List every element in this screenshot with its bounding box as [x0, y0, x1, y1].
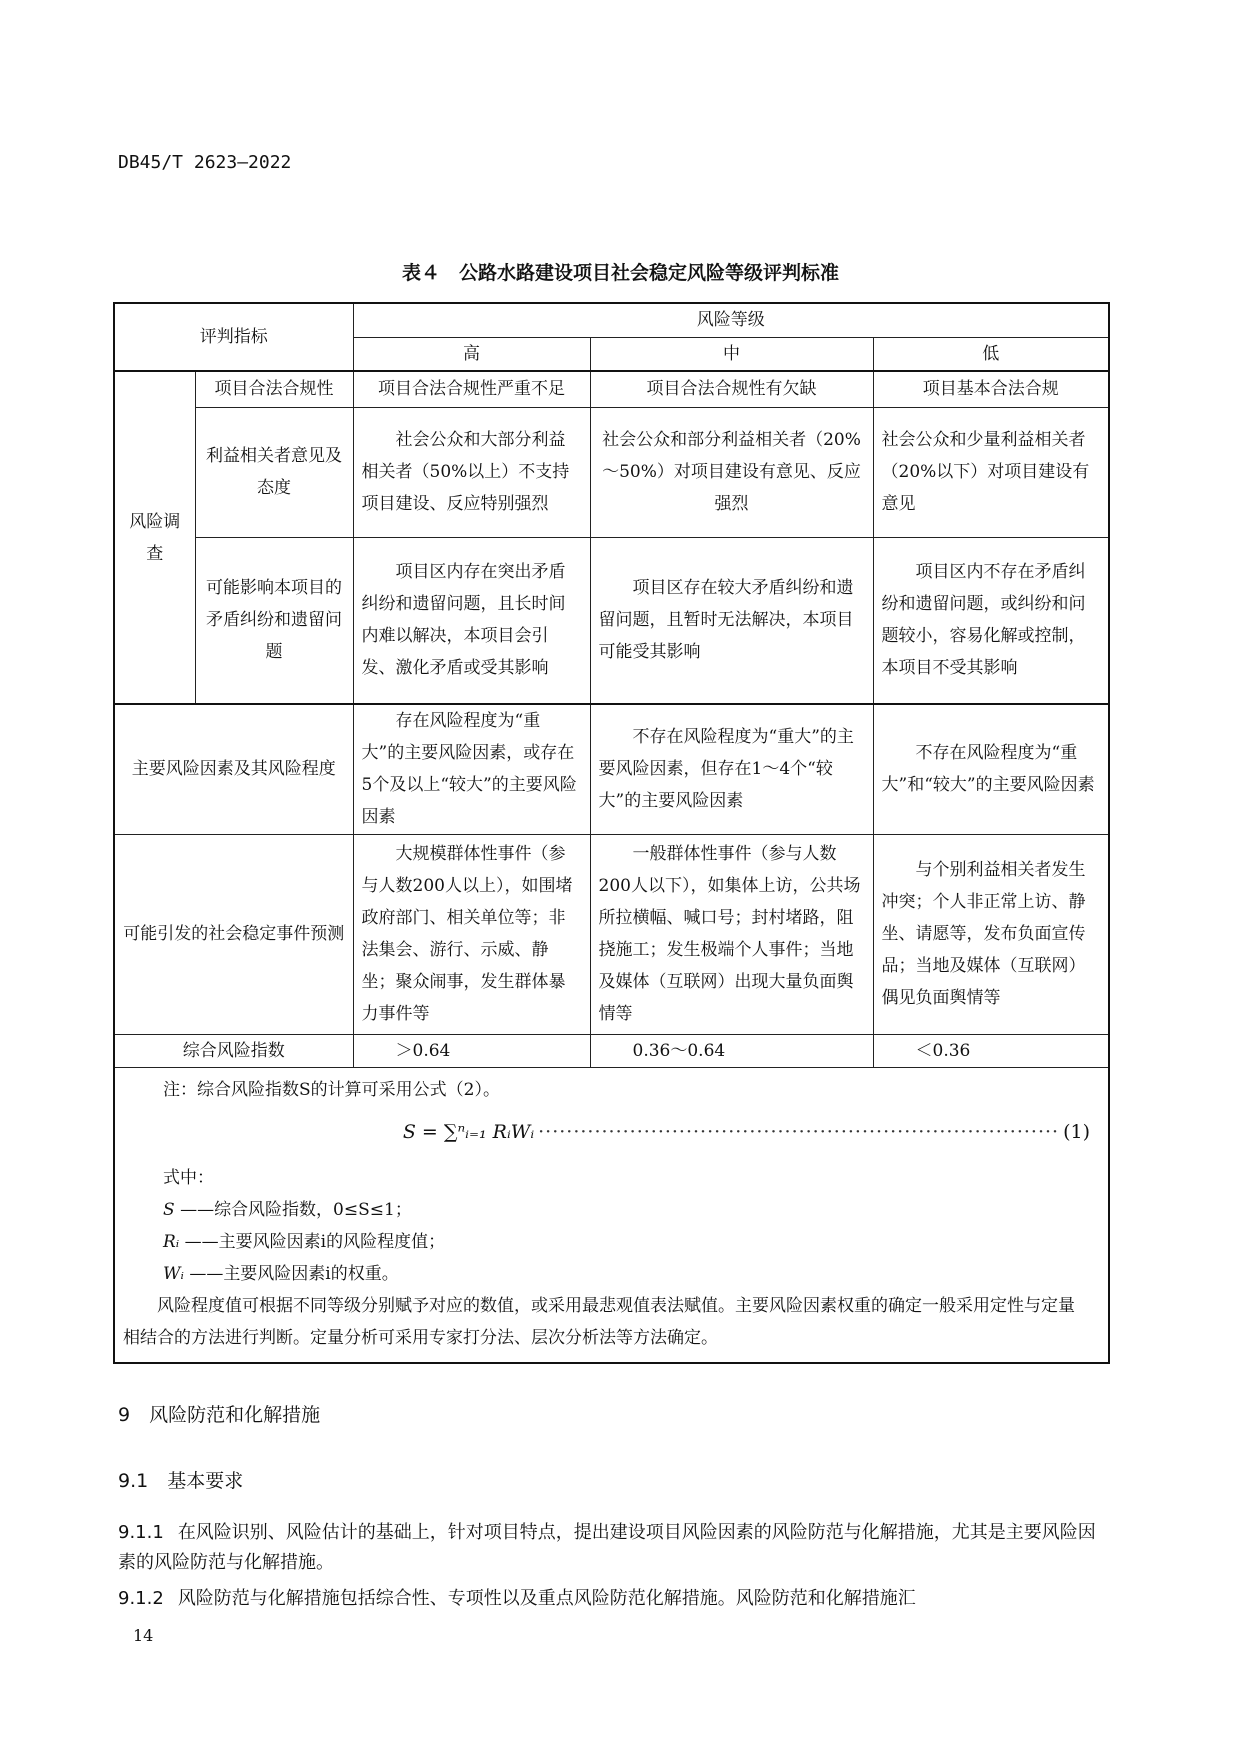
cell-high: ＞0.64: [353, 1034, 590, 1067]
formula: [133, 1116, 1090, 1148]
risk-level-table: [113, 302, 1110, 1364]
cell-low: 社会公众和少量利益相关者（20%以下）对项目建设有意见: [873, 407, 1109, 537]
definition: Rᵢ ——主要风险因素i的风险程度值；: [163, 1231, 446, 1252]
cell-low: 不存在风险程度为“重大”和“较大”的主要风险因素: [873, 704, 1109, 834]
cell-mid: 0.36～0.64: [590, 1034, 873, 1067]
cell-mid: 项目合法合规性有欠缺: [590, 371, 873, 407]
cell-high: 社会公众和大部分利益相关者（50%以上）不支持项目建设、反应特别强烈: [353, 407, 590, 537]
header-level-low: 低: [873, 337, 1109, 371]
cell-mid: 社会公众和部分利益相关者（20%～50%）对项目建设有意见、反应强烈: [590, 407, 873, 537]
row-label: 项目合法合规性: [195, 371, 353, 407]
definition: S ——综合风险指数，0≤S≤1；: [163, 1199, 412, 1220]
row-label: 主要风险因素及其风险程度: [114, 704, 353, 834]
table-row: [114, 1034, 1109, 1067]
section-heading-9-1: 9.1 基本要求: [118, 1470, 244, 1492]
paragraph-9-1-2: 9.1.2 风险防范与化解措施包括综合性、专项性以及重点风险防范化解措施。风险防范和化解措施汇: [118, 1588, 916, 1609]
cell-high: 项目区内存在突出矛盾纠纷和遗留问题，且长时间内难以解决，本项目会引发、激化矛盾或受其影响: [353, 537, 590, 704]
header-level-high: 高: [353, 337, 590, 371]
cell-high: 大规模群体性事件（参与人数200人以上），如围堵政府部门、相关单位等；非法集会、游行、示威、静坐；聚众闹事，发生群体暴力事件等: [353, 834, 590, 1034]
cell-mid: 不存在风险程度为“重大”的主要风险因素，但存在1～4个“较大”的主要风险因素: [590, 704, 873, 834]
note-explanation: 风险程度值可根据不同等级分别赋予对应的数值，或采用最悲观值表法赋值。主要风险因素权重的确定一般采用定性与定量相结合的方法进行判断。定量分析可采用专家打分法、层次分析法等方法确定。: [123, 1295, 1075, 1348]
header-level-mid: 中: [590, 337, 873, 371]
row-label: 可能影响本项目的矛盾纠纷和遗留问题: [195, 537, 353, 704]
table-row: [114, 371, 1109, 407]
cell-low: ＜0.36: [873, 1034, 1109, 1067]
table-row: [114, 834, 1109, 1034]
cell-low: 项目区内不存在矛盾纠纷和遗留问题，或纠纷和问题较小，容易化解或控制，本项目不受其影响: [873, 537, 1109, 704]
row-label: 利益相关者意见及态度: [195, 407, 353, 537]
header-criteria: 评判指标: [114, 303, 353, 371]
paragraph-9-1-1: 9.1.1 在风险识别、风险估计的基础上，针对项目特点，提出建设项目风险因素的风险防范与化解措施，尤其是主要风险因素的风险防范与化解措施。: [118, 1522, 1096, 1573]
row-label: 可能引发的社会稳定事件预测: [114, 834, 353, 1034]
cell-high: 项目合法合规性严重不足: [353, 371, 590, 407]
cell-high: 存在风险程度为“重大”的主要风险因素，或存在5个及以上“较大”的主要风险因素: [353, 704, 590, 834]
table-row: [114, 704, 1109, 834]
definition: Wᵢ ——主要风险因素i的权重。: [163, 1263, 399, 1284]
cell-mid: 项目区存在较大矛盾纠纷和遗留问题，且暂时无法解决，本项目可能受其影响: [590, 537, 873, 704]
header-risk-level: 风险等级: [353, 303, 1109, 337]
document-id: DB45/T 2623—2022: [118, 152, 292, 173]
table-title: 表４ 公路水路建设项目社会稳定风险等级评判标准: [401, 262, 839, 284]
formula-number: (1): [1063, 1120, 1090, 1143]
where-label: 式中：: [163, 1167, 214, 1188]
formula-leader-dots: ··········································································: [538, 1120, 1060, 1143]
note-intro: 注：综合风险指数S的计算可采用公式（2）。: [163, 1079, 500, 1100]
group-label: 风险调查: [114, 371, 195, 704]
cell-low: 与个别利益相关者发生冲突；个人非正常上访、静坐、请愿等，发布负面宣传品；当地及媒体（互联网）偶见负面舆情等: [873, 834, 1109, 1034]
cell-low: 项目基本合法合规: [873, 371, 1109, 407]
page-number: 14: [133, 1626, 154, 1645]
section-heading-9: 9 风险防范和化解措施: [118, 1404, 321, 1426]
cell-mid: 一般群体性事件（参与人数200人以下），如集体上访，公共场所拉横幅、喊口号；封村堵路，阻挠施工；发生极端个人事件；当地及媒体（互联网）出现大量负面舆情等: [590, 834, 873, 1034]
formula-expression: S = ∑ⁿᵢ₌₁ RᵢWᵢ: [402, 1120, 535, 1143]
table-note: [114, 1067, 1109, 1363]
row-label: 综合风险指数: [114, 1034, 353, 1067]
table-row: [114, 407, 1109, 537]
table-row: [114, 537, 1109, 704]
